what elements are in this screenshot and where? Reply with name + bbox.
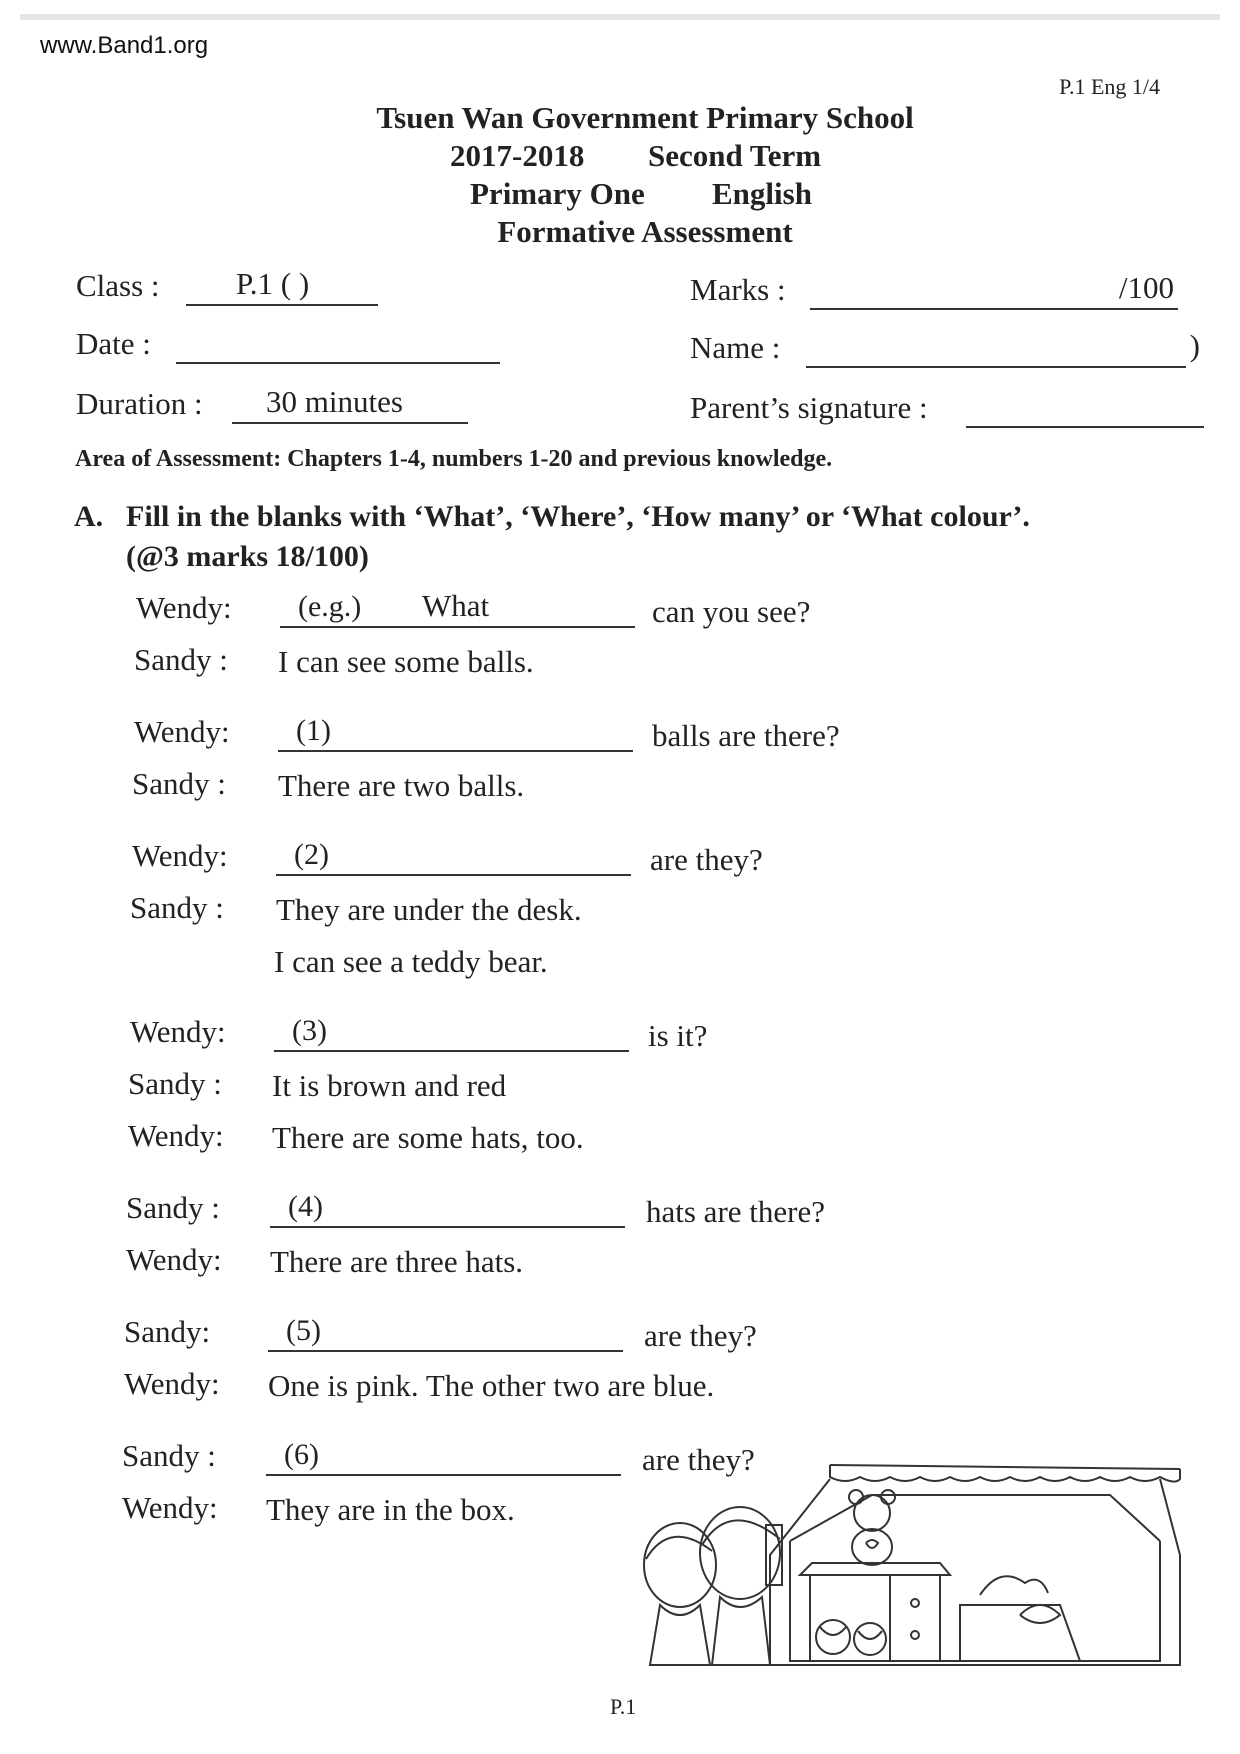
speaker-label: Wendy: [132, 838, 228, 873]
speaker-label: Wendy: [130, 1014, 226, 1049]
teddy-head [854, 1495, 890, 1531]
teddy-heart [866, 1540, 878, 1548]
blank-number: (6) [284, 1438, 319, 1471]
term: Second Term [648, 138, 822, 173]
answer-blank-4[interactable] [270, 1190, 625, 1228]
scan-edge [20, 14, 1220, 20]
speaker-label: Sandy : [126, 1190, 220, 1225]
section-marks: (@3 marks 18/100) [126, 540, 369, 573]
reply-text: One is pink. The other two are blue. [268, 1368, 715, 1403]
class-value: P.1 ( ) [236, 266, 310, 301]
reply-text: It is brown and red [272, 1068, 507, 1103]
watermark: www.Band1.org [40, 32, 209, 59]
area-of-assessment: Area of Assessment: Chapters 1-4, numbers 1-20 and previous knowledge. [75, 446, 833, 472]
reply-text: There are some hats, too. [272, 1120, 584, 1155]
example-blank [280, 590, 635, 628]
duration-label: Duration : [76, 386, 203, 421]
girl-body [650, 1605, 710, 1665]
date-label: Date : [76, 326, 151, 361]
reply-text: There are two balls. [278, 768, 525, 803]
speaker-label: Sandy : [122, 1438, 216, 1473]
awning-top [830, 1465, 1180, 1469]
marks-field[interactable] [810, 272, 1178, 310]
speaker-label: Wendy: [122, 1490, 218, 1525]
blank-number: (4) [288, 1190, 323, 1223]
subject: English [712, 176, 812, 211]
reply-text: They are under the desk. [276, 892, 582, 927]
teddy-ear [849, 1490, 863, 1504]
date-field[interactable] [176, 326, 500, 364]
name-label: Name : [690, 330, 781, 365]
blank-number: (1) [296, 714, 331, 747]
page-reference: P.1 Eng 1/4 [1059, 74, 1160, 99]
answer-blank-6[interactable] [266, 1438, 621, 1476]
duration-field[interactable] [232, 386, 468, 424]
teddy-ear [881, 1490, 895, 1504]
hat [1020, 1605, 1060, 1623]
speaker-label: Wendy: [126, 1242, 222, 1277]
marks-total: /100 [1118, 270, 1174, 305]
example-answer: What [422, 588, 490, 623]
question-text: can you see? [652, 594, 811, 629]
answer-blank-1[interactable] [278, 714, 633, 752]
assessment-title: Formative Assessment [497, 214, 793, 249]
question-text: are they? [644, 1318, 757, 1353]
example-label: (e.g.) [298, 590, 362, 623]
shelf-inner [790, 1541, 1160, 1661]
signature-field[interactable] [966, 390, 1204, 428]
duration-value: 30 minutes [266, 384, 403, 419]
speaker-label: Sandy : [132, 766, 226, 801]
blank-number: (3) [292, 1014, 327, 1047]
girl-head [644, 1523, 716, 1607]
toy-box [960, 1605, 1080, 1661]
section-instruction: Fill in the blanks with ‘What’, ‘Where’, ‘How many’ or ‘What colour’. [126, 500, 1030, 533]
reply-text: I can see some balls. [278, 644, 534, 679]
reply-text: I can see a teddy bear. [274, 944, 548, 979]
shelf-roof-lines [790, 1495, 1160, 1541]
speaker-label: Wendy: [124, 1366, 220, 1401]
ball-stripe [820, 1627, 846, 1635]
page-footer: P.1 [610, 1694, 637, 1719]
blank-number: (5) [286, 1314, 321, 1347]
girl-body [712, 1597, 770, 1665]
level: Primary One [470, 176, 645, 211]
speaker-label: Sandy : [130, 890, 224, 925]
speaker-label: Wendy: [134, 714, 230, 749]
reply-text: There are three hats. [270, 1244, 524, 1279]
desk [810, 1575, 940, 1661]
question-text: balls are there? [652, 718, 840, 753]
reply-text: They are in the box. [266, 1492, 515, 1527]
answer-blank-3[interactable] [274, 1014, 629, 1052]
hats [980, 1576, 1048, 1595]
speaker-label: Sandy : [134, 642, 228, 677]
class-label: Class : [76, 268, 160, 303]
answer-blank-2[interactable] [276, 838, 631, 876]
drawer-knob [911, 1631, 919, 1639]
question-text: hats are there? [646, 1194, 825, 1229]
class-field[interactable] [186, 268, 378, 306]
speaker-label: Sandy : [128, 1066, 222, 1101]
question-text: are they? [650, 842, 763, 877]
school-year: 2017-2018 [450, 138, 585, 173]
speaker-label: Sandy: [124, 1314, 211, 1349]
ball-stripe [858, 1631, 882, 1639]
question-text: are they? [642, 1442, 755, 1477]
question-text: is it? [648, 1018, 708, 1053]
toy-shelf-illustration [640, 1455, 1200, 1675]
marks-label: Marks : [690, 272, 786, 307]
drawer-knob [911, 1599, 919, 1607]
school-name: Tsuen Wan Government Primary School [376, 100, 914, 135]
ball [816, 1620, 850, 1654]
speaker-label: Wendy: [136, 590, 232, 625]
blank-number: (2) [294, 838, 329, 871]
speaker-label: Wendy: [128, 1118, 224, 1153]
signature-label: Parent’s signature : [690, 390, 928, 425]
shelf-frame [770, 1479, 1180, 1665]
name-bracket: ) [1189, 328, 1200, 363]
name-field[interactable] [806, 328, 1200, 368]
section-marker: A. [74, 500, 104, 533]
answer-blank-5[interactable] [268, 1314, 623, 1352]
